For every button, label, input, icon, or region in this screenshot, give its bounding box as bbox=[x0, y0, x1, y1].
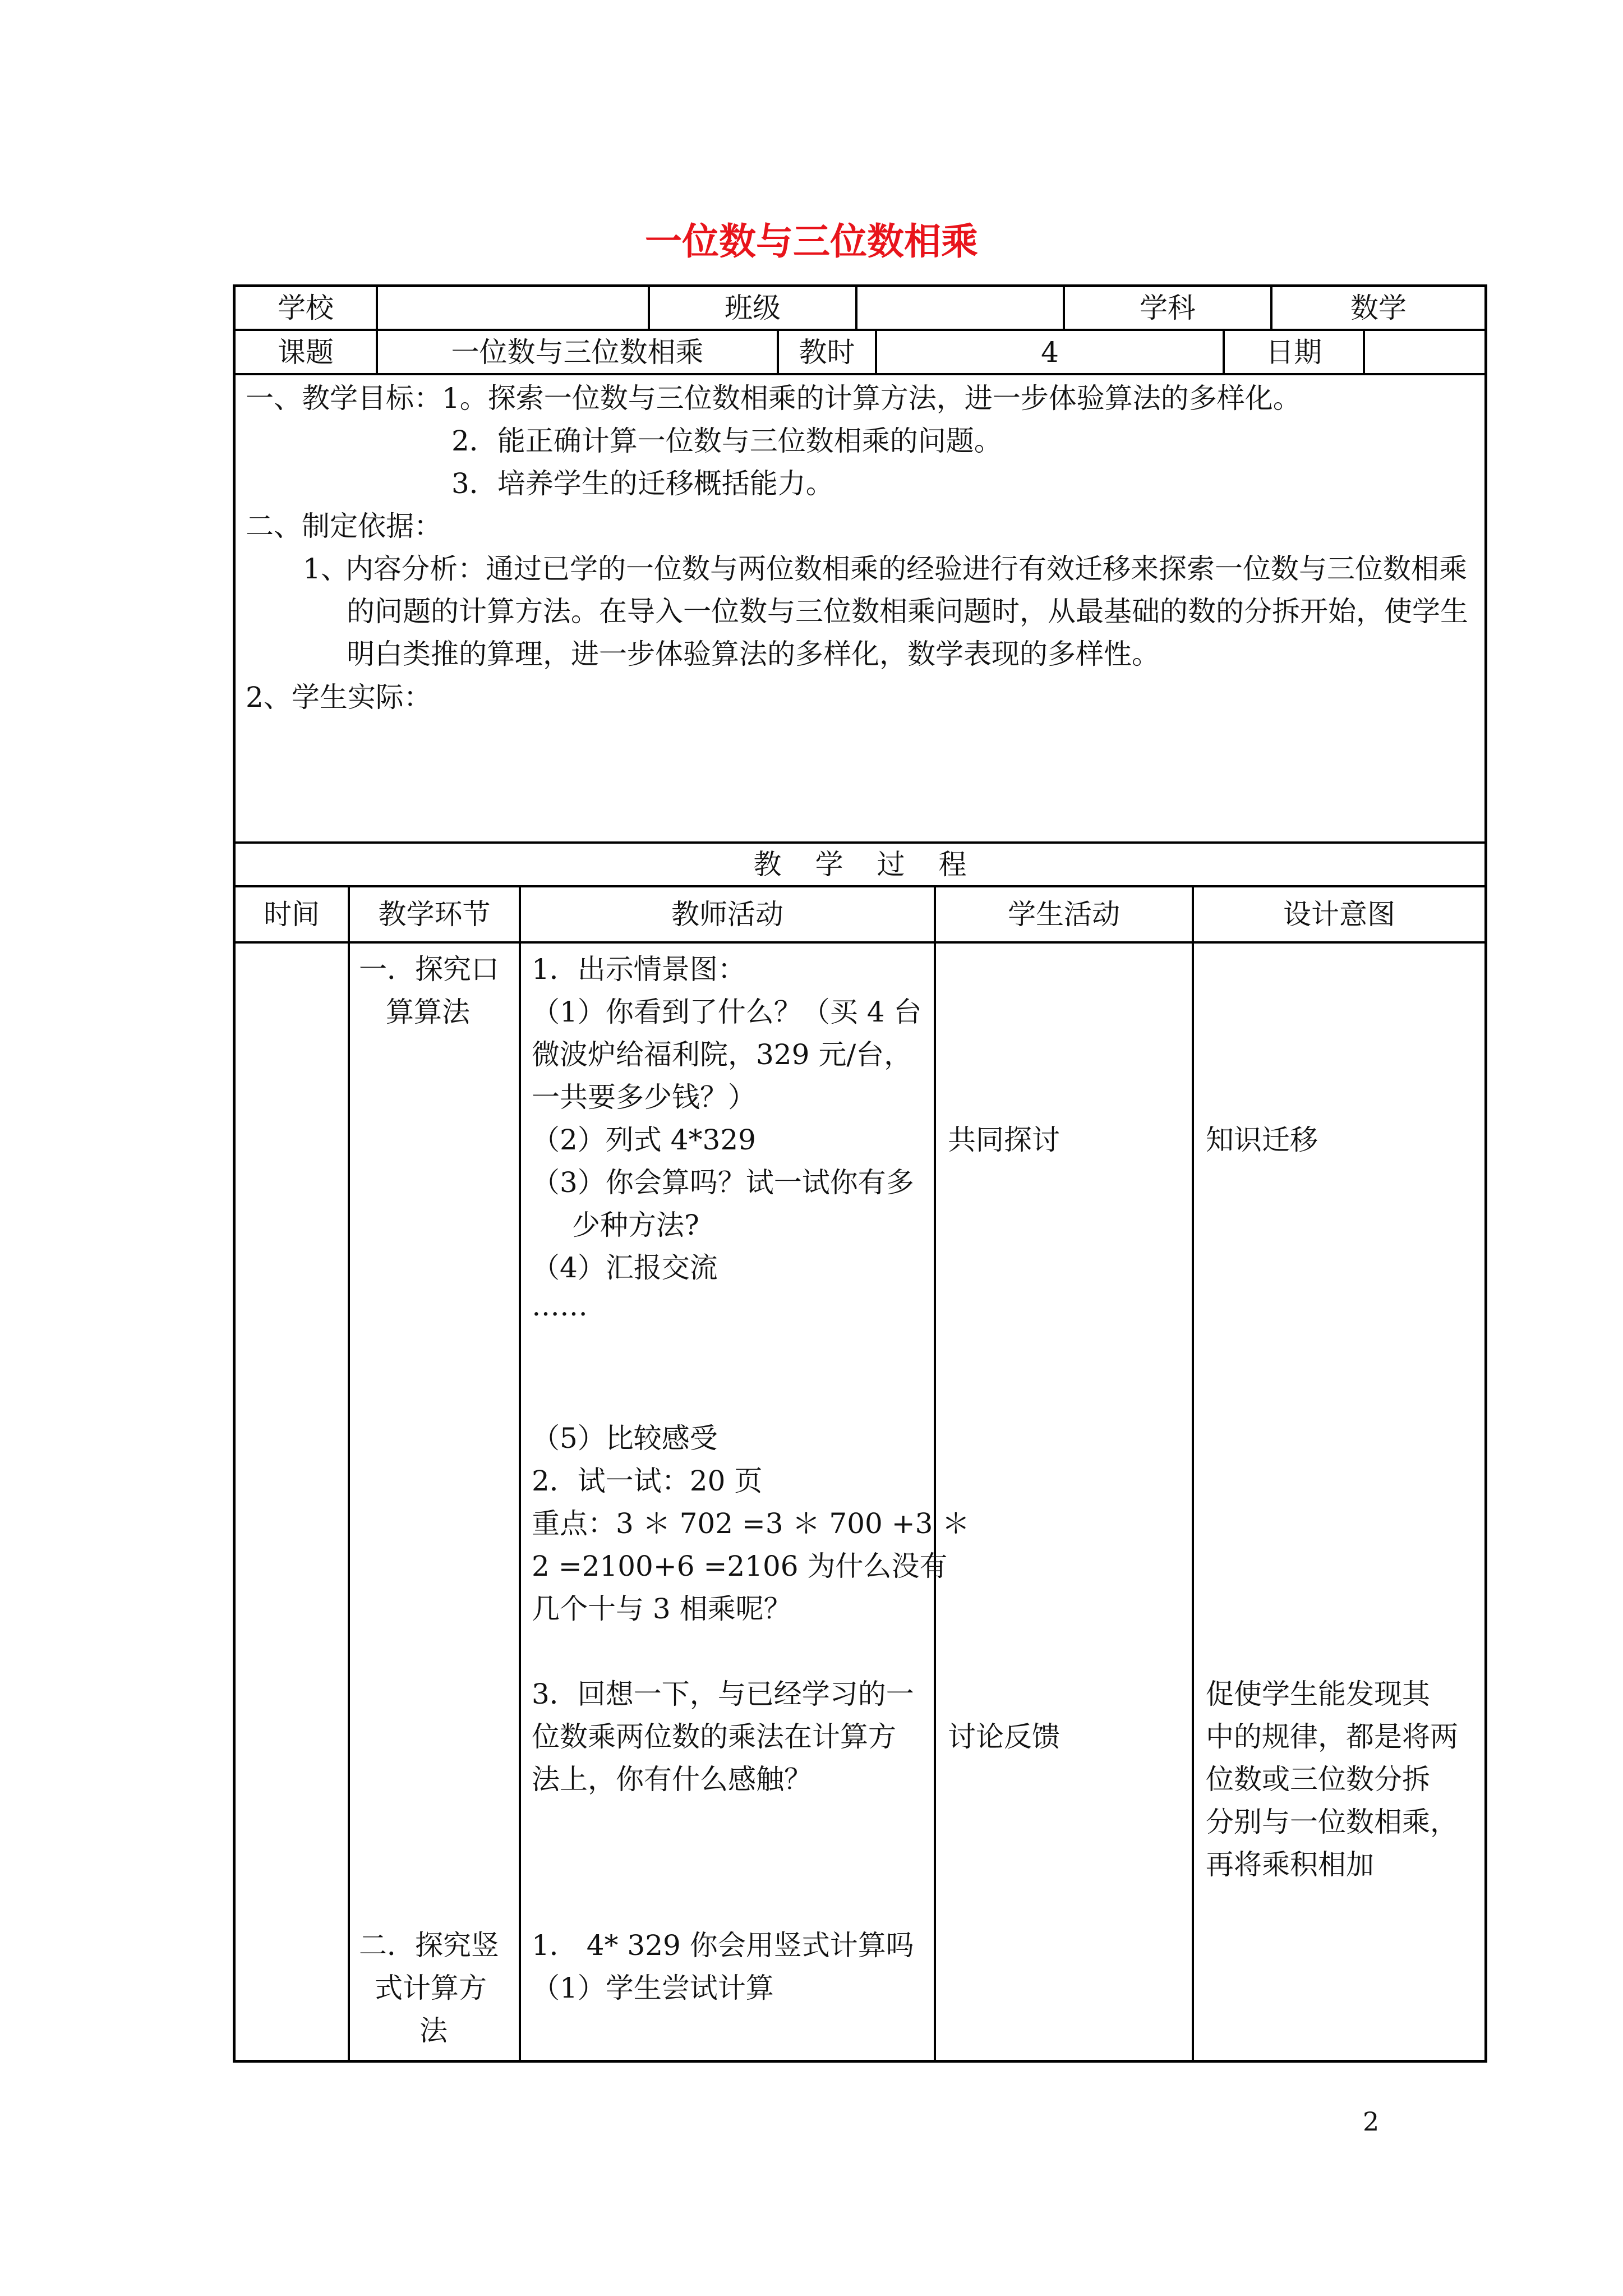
teacher-line: 1．出示情景图： bbox=[532, 953, 746, 986]
subject-value: 数学 bbox=[1350, 291, 1407, 324]
col-intent: 设计意图 bbox=[1283, 898, 1395, 931]
design-intent-line: 分别与一位数相乘， bbox=[1206, 1806, 1458, 1838]
objective-line-3: 3．培养学生的迁移概括能力。 bbox=[451, 467, 834, 500]
stage2-name-line: 二．探究竖 bbox=[359, 1929, 499, 1962]
teacher-line: 2．试一试：20 页 bbox=[532, 1465, 763, 1497]
col-divider bbox=[934, 885, 936, 2063]
date-label: 日期 bbox=[1266, 335, 1322, 369]
col-divider bbox=[1192, 885, 1194, 2063]
teacher-line: 1． 4* 329 你会用竖式计算吗 bbox=[532, 1929, 914, 1962]
teacher-line: 2 =2100+6 =2106 为什么没有 bbox=[532, 1550, 948, 1582]
col-student: 学生活动 bbox=[1008, 898, 1120, 931]
student-activity: 共同探讨 bbox=[948, 1124, 1060, 1156]
teacher-line: 法上，你有什么感触？ bbox=[532, 1763, 812, 1796]
page-number: 2 bbox=[1363, 2106, 1380, 2137]
design-intent: 知识迁移 bbox=[1206, 1124, 1318, 1156]
objective-line-1: 一、教学目标：1。探索一位数与三位数相乘的计算方法，进一步体验算法的多样化。 bbox=[246, 382, 1301, 415]
school-value bbox=[378, 287, 648, 329]
teacher-line: （1）你看到了什么？（买 4 台 bbox=[532, 996, 922, 1028]
teacher-line: （4）汇报交流 bbox=[532, 1251, 718, 1284]
col-teacher: 教师活动 bbox=[671, 898, 783, 931]
row-divider bbox=[233, 373, 1487, 375]
student-situation-heading: 2、学生实际： bbox=[246, 681, 432, 714]
teacher-line: 位数乘两位数的乘法在计算方 bbox=[532, 1720, 896, 1753]
topic-label: 课题 bbox=[278, 335, 334, 369]
analysis-label: 1、 bbox=[303, 553, 349, 585]
teacher-line: （2）列式 4*329 bbox=[532, 1124, 756, 1156]
stage2-name-line: 式计算方 bbox=[375, 1972, 487, 2004]
teacher-line: 一共要多少钱？） bbox=[532, 1081, 756, 1114]
periods-label: 教时 bbox=[799, 335, 855, 369]
row-divider bbox=[233, 941, 1487, 944]
stage2-name-line: 法 bbox=[419, 2014, 448, 2047]
process-heading: 教学过程 bbox=[753, 848, 1000, 881]
class-label: 班级 bbox=[725, 291, 781, 324]
school-label: 学校 bbox=[278, 291, 334, 324]
class-value bbox=[857, 287, 1063, 329]
student-activity: 讨论反馈 bbox=[948, 1720, 1060, 1753]
periods-value: 4 bbox=[1041, 335, 1059, 369]
subject-label: 学科 bbox=[1140, 291, 1196, 324]
stage1-name-line: 算算法 bbox=[386, 996, 470, 1028]
teacher-line: （3）你会算吗？试一试你有多 bbox=[532, 1166, 914, 1199]
design-intent-line: 促使学生能发现其 bbox=[1206, 1678, 1430, 1710]
teacher-line: …… bbox=[532, 1290, 588, 1322]
teacher-line: 少种方法? bbox=[572, 1209, 699, 1241]
col-divider bbox=[348, 885, 350, 2063]
topic-value: 一位数与三位数相乘 bbox=[451, 335, 704, 369]
teacher-line: 微波炉给福利院，329 元/台， bbox=[532, 1038, 912, 1071]
teacher-line: （1）学生尝试计算 bbox=[532, 1972, 774, 2004]
objective-line-2: 2．能正确计算一位数与三位数相乘的问题。 bbox=[451, 425, 1002, 457]
teacher-line: 几个十与 3 相乘呢？ bbox=[532, 1593, 792, 1625]
col-time: 时间 bbox=[264, 898, 320, 931]
col-divider bbox=[519, 885, 521, 2063]
teacher-line: 3．回想一下，与已经学习的一 bbox=[532, 1678, 914, 1710]
design-intent-line: 中的规律，都是将两 bbox=[1206, 1720, 1458, 1753]
col-stage: 教学环节 bbox=[378, 898, 491, 931]
basis-heading: 二、制定依据： bbox=[246, 510, 442, 542]
date-value bbox=[1365, 331, 1484, 373]
design-intent-line: 位数或三位数分拆 bbox=[1206, 1763, 1430, 1796]
analysis-text: 内容分析：通过已学的一位数与两位数相乘的经验进行有效迁移来探索一位数与三位数相乘的问题的计算方法。在导入一位数与三位数相乘问题时，从最基础的数的分拆开始，使学生明白类推的算理，进一步体验算法的多样化，数学表现的多样性。 bbox=[345, 553, 1468, 670]
teacher-line: （5）比较感受 bbox=[532, 1422, 718, 1455]
design-intent-line: 再将乘积相加 bbox=[1206, 1848, 1374, 1881]
teacher-line: 重点：3 ＊ 702 =3 ＊ 700 +3 ＊ bbox=[532, 1507, 970, 1540]
document-title: 一位数与三位数相乘 bbox=[645, 219, 978, 263]
stage1-name-line: 一．探究口 bbox=[359, 953, 499, 986]
